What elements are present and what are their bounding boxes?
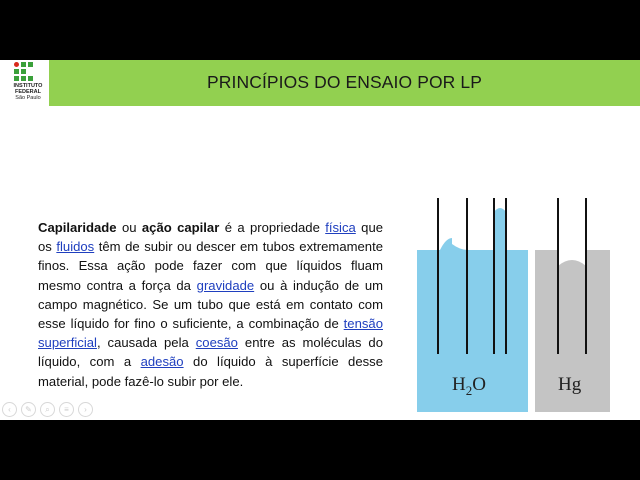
slide <box>0 60 640 420</box>
text-span: , causada pela <box>96 335 196 351</box>
institute-logo <box>6 62 50 108</box>
zoom-icon[interactable]: ⌕ <box>40 402 55 417</box>
text-span: que os <box>38 220 384 255</box>
term-acao-capilar: ação capilar <box>141 220 220 235</box>
link-fluidos[interactable]: fluidos <box>56 239 95 255</box>
text-span: do líquido à superfície desse material, pode fazê-lo subir por ele. <box>38 354 383 389</box>
menu-icon[interactable]: ≡ <box>59 402 74 417</box>
link-gravidade[interactable]: gravidade <box>196 277 255 293</box>
link-fisica[interactable]: física <box>325 220 356 235</box>
text-span: ou à indução de um campo magnético. Se um tubo que está em contato com esse líquido for fino o suficiente, a combinação de <box>38 277 384 332</box>
link-adesao[interactable]: adesão <box>140 354 184 370</box>
logo-line-1: INSTITUTO <box>13 83 43 89</box>
slide-controls <box>2 402 93 418</box>
text-span: ou <box>116 220 142 235</box>
logo-line-2: FEDERAL <box>15 89 41 95</box>
link-coesao[interactable]: coesão <box>195 335 238 351</box>
mercury-label: Hg <box>558 374 582 395</box>
pen-icon[interactable]: ✎ <box>21 402 36 417</box>
prev-icon[interactable]: ‹ <box>2 402 17 417</box>
capillarity-figure <box>410 194 618 414</box>
mercury-liquid <box>535 250 558 412</box>
text-span: entre as moléculas do líquido, com a <box>38 335 383 370</box>
water-label: $H_2O$ <box>452 374 486 398</box>
body-paragraph <box>38 218 383 391</box>
logo-line-3: São Paulo <box>15 95 41 101</box>
next-icon[interactable]: › <box>78 402 93 417</box>
slide-title: PRINCÍPIOS DO ENSAIO POR LP <box>207 72 482 92</box>
title-bar <box>49 60 640 106</box>
text-span: têm de subir ou descer em tubos extremamente finos. Essa ação pode fazer com que líquidos fluam mesmo contra a força da <box>38 239 383 293</box>
link-tensao-superficial[interactable]: tensão superficial <box>38 316 383 351</box>
logo-mark-icon <box>14 62 34 82</box>
term-capilaridade: Capilaridade <box>38 220 117 235</box>
text-span: é a propriedade <box>219 220 326 235</box>
